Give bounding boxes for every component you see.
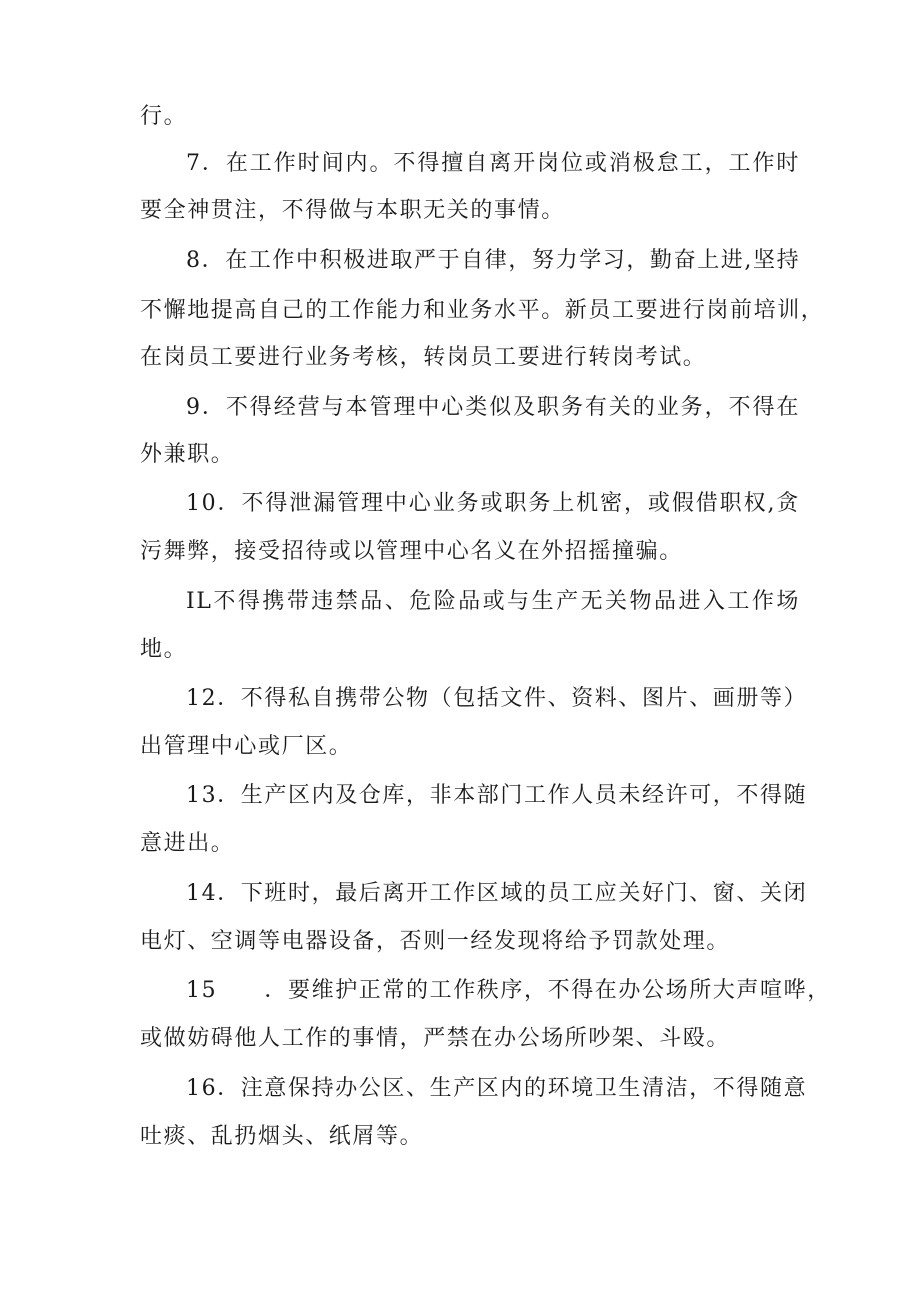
text-line: 10．不得泄漏管理中心业务或职务上机密，或假借职权,贪: [186, 491, 800, 516]
text-line: 出管理中心或厂区。: [140, 734, 353, 759]
text-line: 16．注意保持办公区、生产区内的环境卫生清洁，不得随意: [186, 1076, 808, 1101]
text-line: 吐痰、乱扔烟头、纸屑等。: [140, 1124, 424, 1149]
text-line: IL不得携带违禁品、危险品或与生产无关物品进入工作场: [186, 589, 800, 614]
text-line: 要全神贯注，不得做与本职无关的事情。: [140, 198, 565, 223]
text-line: 行。: [140, 104, 188, 129]
text-line: 地。: [140, 637, 188, 662]
text-line: 污舞弊，接受招待或以管理中心名义在外招摇撞骗。: [140, 539, 683, 564]
text-line: 7．在工作时间内。不得擅自离开岗位或消极怠工，工作时: [186, 151, 800, 176]
text-line: 或做妨碍他人工作的事情，严禁在办公场所吵架、斗殴。: [140, 1026, 731, 1051]
text-line: 15 ．要维护正常的工作秩序，不得在办公场所大声喧哗，: [186, 978, 831, 1003]
text-line: 意进出。: [140, 831, 235, 856]
text-line: 12．不得私自携带公物（包括文件、资料、图片、画册等）: [186, 686, 808, 711]
text-line: 13．生产区内及仓库，非本部门工作人员未经许可，不得随: [186, 783, 808, 808]
text-line: 不懈地提高自己的工作能力和业务水平。新员工要进行岗前培训，: [140, 298, 825, 323]
text-line: 8．在工作中积极进取严于自律，努力学习，勤奋上进,坚持: [186, 248, 801, 273]
text-line: 9．不得经营与本管理中心类似及职务有关的业务，不得在: [186, 395, 800, 420]
text-line: 电灯、空调等电器设备，否则一经发现将给予罚款处理。: [140, 929, 731, 954]
text-line: 14．下班时，最后离开工作区域的员工应关好门、窗、关闭: [186, 881, 808, 906]
text-line: 在岗员工要进行业务考核，转岗员工要进行转岗考试。: [140, 345, 707, 370]
text-line: 外兼职。: [140, 442, 235, 467]
